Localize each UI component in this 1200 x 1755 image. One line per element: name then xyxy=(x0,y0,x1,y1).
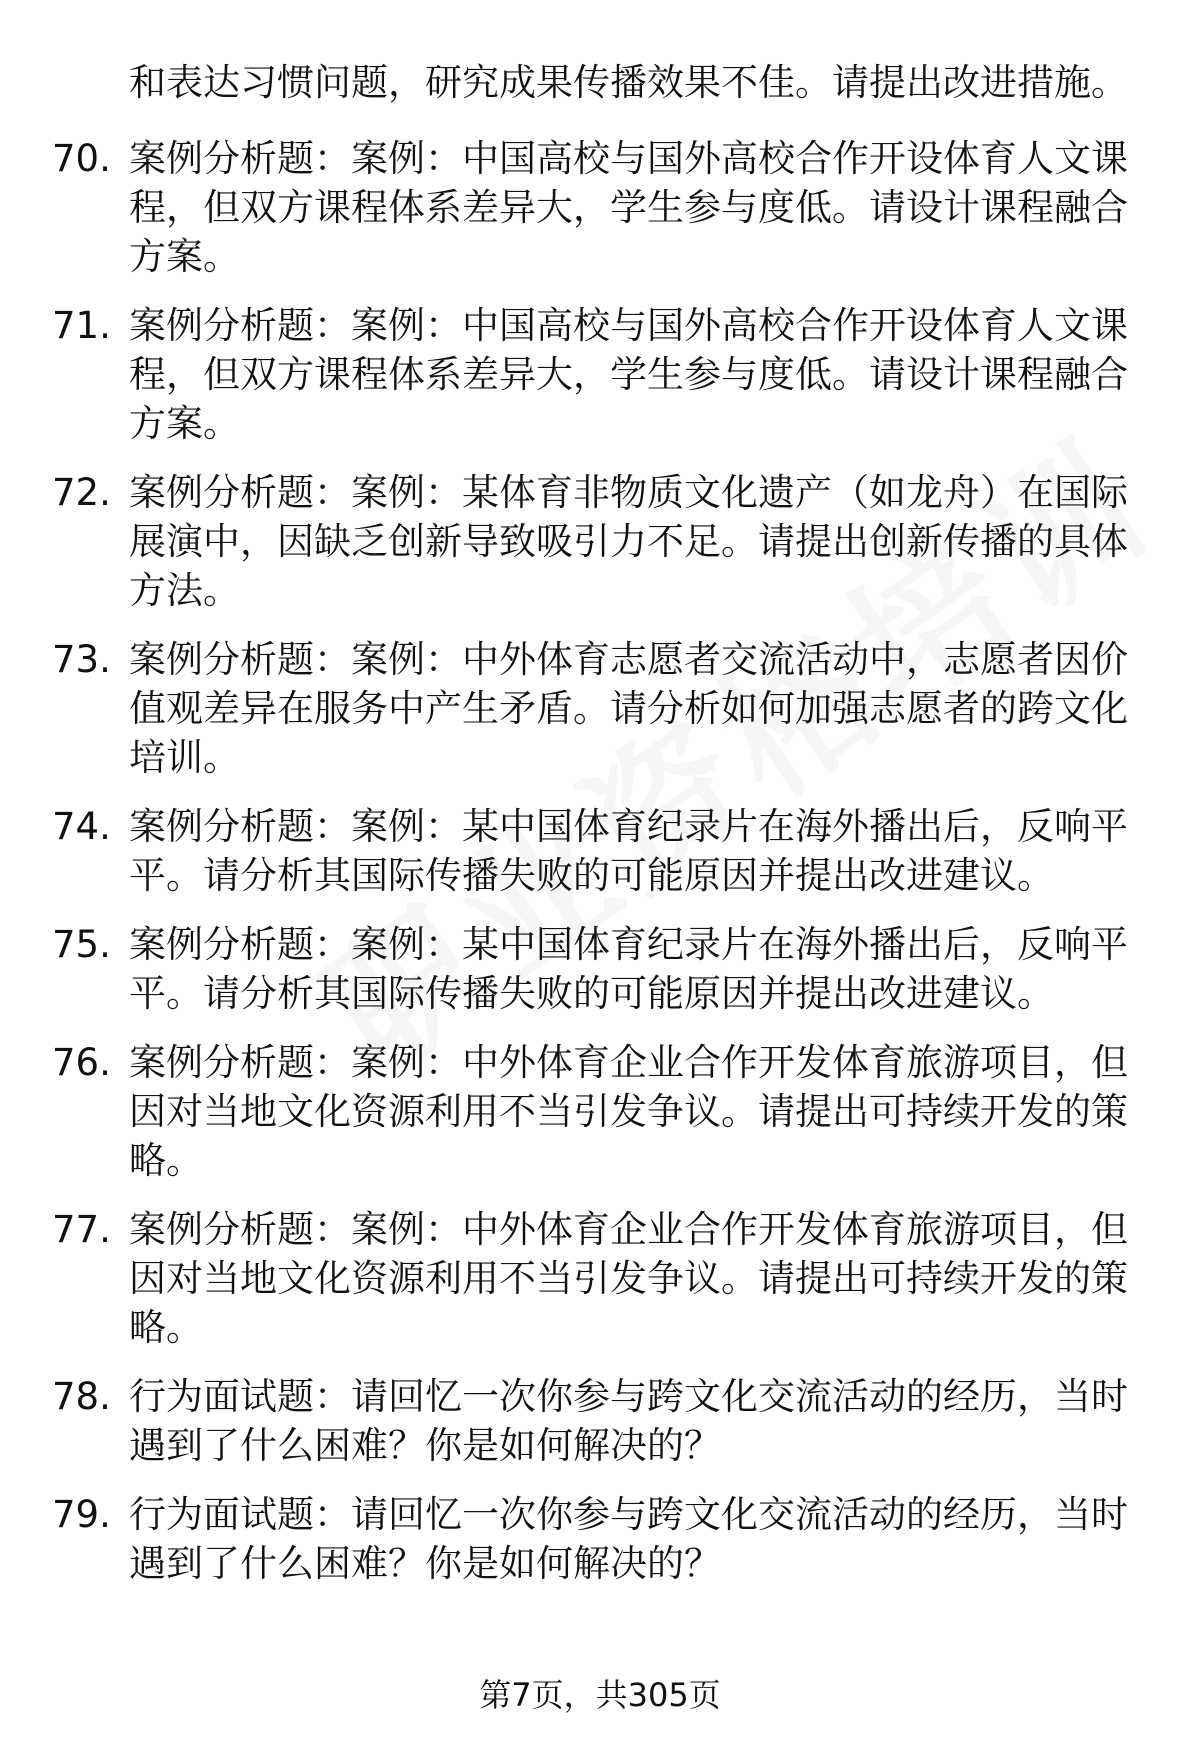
question-number: 75. xyxy=(52,923,111,966)
question-text: 案例分析题：案例：中外体育企业合作开发体育旅游项目，但因对当地文化资源利用不当引发争议。请提出可持续开发的策略。 xyxy=(129,1041,1128,1182)
question-text: 案例分析题：案例：中外体育志愿者交流活动中，志愿者因价值观差异在服务中产生矛盾。请分析如何加强志愿者的跨文化培训。 xyxy=(129,638,1128,779)
question-text: 案例分析题：案例：中国高校与国外高校合作开设体育人文课程，但双方课程体系差异大，学生参与度低。请设计课程融合方案。 xyxy=(129,304,1128,445)
question-item xyxy=(0,802,1139,900)
question-list xyxy=(0,134,1200,1608)
question-number: 72. xyxy=(52,471,111,514)
continuation-text: 和表达习惯问题，研究成果传播效果不佳。请提出改进措施。 xyxy=(129,61,1128,104)
question-text: 行为面试题：请回忆一次你参与跨文化交流活动的经历，当时遇到了什么困难？你是如何解决的？ xyxy=(129,1375,1128,1467)
question-item xyxy=(0,1205,1139,1352)
question-number: 78. xyxy=(52,1375,111,1418)
question-number: 73. xyxy=(52,638,111,681)
question-number: 74. xyxy=(52,805,111,848)
question-item xyxy=(0,635,1139,782)
question-number: 70. xyxy=(52,137,111,180)
question-number: 71. xyxy=(52,304,111,347)
question-text: 案例分析题：案例：中外体育企业合作开发体育旅游项目，但因对当地文化资源利用不当引发争议。请提出可持续开发的策略。 xyxy=(129,1208,1128,1349)
question-item xyxy=(0,1038,1139,1185)
question-item xyxy=(0,468,1139,615)
question-item xyxy=(0,301,1139,448)
question-item xyxy=(0,920,1139,1018)
page-footer: 第7页，共305页 xyxy=(479,1676,721,1714)
question-number: 76. xyxy=(52,1041,111,1084)
question-text: 行为面试题：请回忆一次你参与跨文化交流活动的经历，当时遇到了什么困难？你是如何解决的？ xyxy=(129,1493,1128,1585)
question-item xyxy=(0,134,1139,281)
question-text: 案例分析题：案例：某中国体育纪录片在海外播出后，反响平平。请分析其国际传播失败的可能原因并提出改进建议。 xyxy=(129,923,1128,1015)
question-text: 案例分析题：案例：某体育非物质文化遗产（如龙舟）在国际展演中，因缺乏创新导致吸引力不足。请提出创新传播的具体方法。 xyxy=(129,471,1128,612)
question-text: 案例分析题：案例：中国高校与国外高校合作开设体育人文课程，但双方课程体系差异大，学生参与度低。请设计课程融合方案。 xyxy=(129,137,1128,278)
question-item xyxy=(0,1372,1139,1470)
question-item xyxy=(0,1490,1139,1588)
question-text: 案例分析题：案例：某中国体育纪录片在海外播出后，反响平平。请分析其国际传播失败的可能原因并提出改进建议。 xyxy=(129,805,1128,897)
question-number: 77. xyxy=(52,1208,111,1251)
question-number: 79. xyxy=(52,1493,111,1536)
